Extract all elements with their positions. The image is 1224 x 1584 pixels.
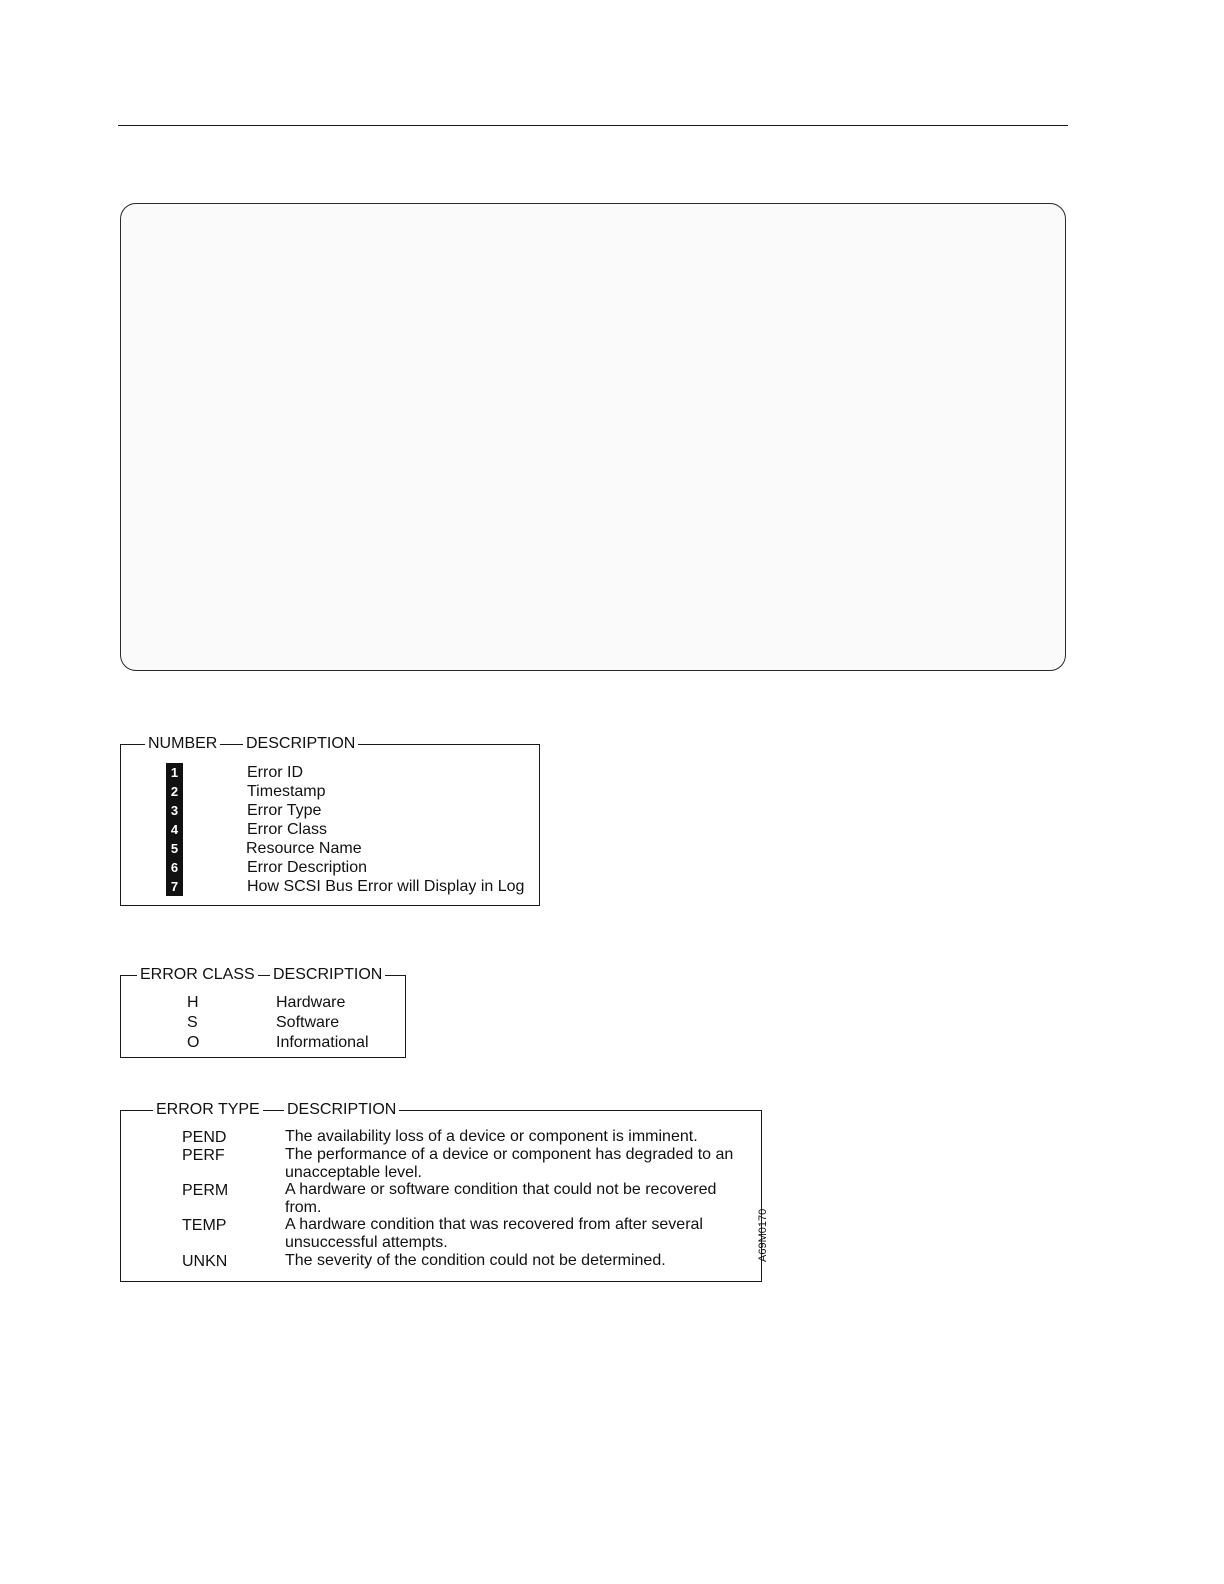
figure-id-label: A69M0170: [757, 1208, 769, 1262]
error-class-code: O: [187, 1034, 200, 1051]
number-badge: 1: [166, 763, 183, 782]
error-type-description: The availability loss of a device or component is imminent.: [285, 1128, 698, 1145]
error-class-description: Hardware: [276, 994, 346, 1011]
error-class-description: Software: [276, 1014, 340, 1031]
number-row-description: Resource Name: [246, 840, 362, 857]
number-description-header: DESCRIPTION: [243, 734, 358, 754]
error-type-description: The severity of the condition could not be determined.: [285, 1252, 666, 1269]
number-row-description: Error Class: [247, 821, 328, 838]
number-legend-box: [120, 735, 540, 906]
error-type-code: TEMP: [182, 1217, 227, 1234]
screen-display-panel: [120, 203, 1066, 671]
error-class-description-header: DESCRIPTION: [270, 965, 385, 985]
error-type-code: UNKN: [182, 1253, 228, 1270]
error-type-header: ERROR TYPE: [153, 1100, 263, 1120]
number-row-description: How SCSI Bus Error will Display in Log: [247, 878, 525, 895]
number-badge: 6: [166, 858, 183, 877]
error-type-code: PERM: [182, 1182, 229, 1199]
error-type-description-header: DESCRIPTION: [284, 1100, 399, 1120]
number-row-description: Error Type: [247, 802, 322, 819]
error-class-code: H: [187, 994, 199, 1011]
top-rule: [118, 125, 1068, 126]
error-class-header: ERROR CLASS: [137, 965, 258, 985]
number-row-description: Error Description: [247, 859, 368, 876]
error-type-description: A hardware condition that was recovered from after several unsuccessful attempts.: [285, 1216, 703, 1251]
number-badge: 2: [166, 782, 183, 801]
number-header: NUMBER: [145, 734, 220, 754]
number-badge: 3: [166, 801, 183, 820]
number-row-description: Error ID: [247, 764, 303, 781]
error-type-description: The performance of a device or component has degraded to an unacceptable level.: [285, 1146, 734, 1181]
number-badge: 4: [166, 820, 183, 839]
number-badge: 5: [166, 839, 183, 858]
error-class-description: Informational: [276, 1034, 369, 1051]
error-class-code: S: [187, 1014, 198, 1031]
error-class-legend-box: [120, 966, 406, 1058]
error-type-description: A hardware or software condition that could not be recovered from.: [285, 1181, 717, 1216]
error-type-code: PERF: [182, 1147, 225, 1164]
number-row-description: Timestamp: [247, 783, 326, 800]
error-type-code: PEND: [182, 1129, 227, 1146]
number-badge: 7: [166, 877, 183, 896]
error-type-legend-box: [120, 1101, 762, 1282]
